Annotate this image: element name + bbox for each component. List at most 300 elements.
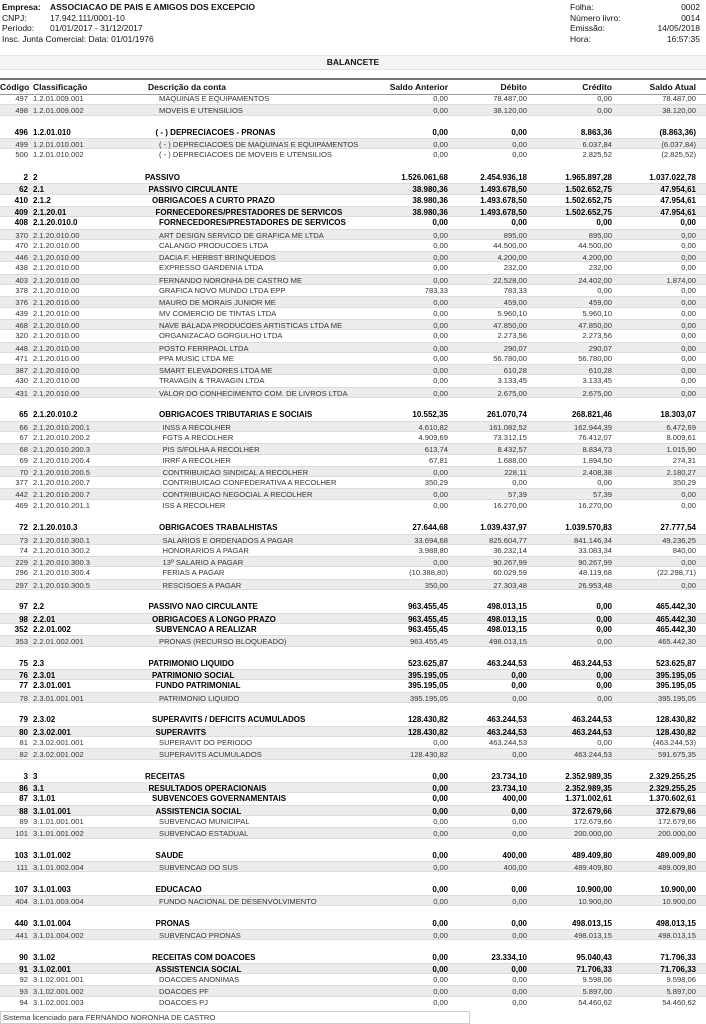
credit-value: 610,28 <box>588 366 612 376</box>
credit-value: 1.039.570,83 <box>565 523 612 533</box>
row-spacer <box>0 116 706 127</box>
table-row <box>0 364 706 375</box>
credit-value: 1.965.897,28 <box>565 173 612 183</box>
current-balance: 0,00 <box>681 240 696 250</box>
account-classification: 2.1.20.010.200.5 <box>33 467 91 477</box>
account-classification: 2.3.02.001.002 <box>33 750 84 760</box>
current-balance: 498.013,15 <box>655 918 696 928</box>
debit-value: 16.270,00 <box>493 500 527 510</box>
emissao-value: 14/05/2018 <box>657 23 700 33</box>
debit-value: 3.133,45 <box>497 376 527 386</box>
table-row <box>0 680 706 691</box>
account-description: PASSIVO CIRCULANTE <box>148 185 238 195</box>
account-code: 378 <box>15 286 28 296</box>
previous-balance: 963.455,45 <box>407 602 448 612</box>
account-code: 471 <box>15 353 28 363</box>
folha-label: Folha: <box>570 2 594 12</box>
account-description: INSS A RECOLHER <box>162 422 231 432</box>
account-code: 410 <box>14 195 28 205</box>
account-code: 79 <box>19 715 28 725</box>
previous-balance: 0,00 <box>433 737 448 747</box>
credit-value: 56.780,00 <box>578 353 612 363</box>
credit-value: 2.352.989,35 <box>565 784 612 794</box>
account-code: 376 <box>15 298 28 308</box>
account-code: 72 <box>19 523 28 533</box>
table-row <box>0 669 706 680</box>
account-classification: 2.1.20.010.200.1 <box>33 422 91 432</box>
account-description: FORNECEDORES/PRESTADORES DE SERVICOS <box>159 218 346 228</box>
previous-balance: 0,00 <box>432 952 448 962</box>
debit-value: 2.273,56 <box>497 331 527 341</box>
row-spacer <box>0 398 706 409</box>
account-classification: 2.1.20.010.00 <box>33 388 80 398</box>
debit-value: 290,07 <box>503 343 527 353</box>
emissao-label: Emissão: <box>570 23 605 33</box>
previous-balance: 67,81 <box>428 455 448 465</box>
col-classification: Classificação <box>33 82 88 92</box>
debit-value: 463.244,53 <box>486 727 527 737</box>
table-row <box>0 861 706 872</box>
account-classification: 2.1.20.010.00 <box>33 230 80 240</box>
account-classification: 2.1.20.010.300.4 <box>33 568 91 578</box>
account-code: 498 <box>15 106 28 116</box>
account-description: TRAVAGIN & TRAVAGIN LTDA <box>159 376 265 386</box>
credit-value: 47.850,00 <box>578 320 612 330</box>
account-description: ASSISTENCIA SOCIAL <box>155 964 242 974</box>
account-description: PRONAS (RECURSO BLOQUEADO) <box>159 637 287 647</box>
account-classification: 2.1.20.010.00 <box>33 343 80 353</box>
current-balance: (2.825,52) <box>661 150 696 160</box>
table-row <box>0 195 706 206</box>
table-row <box>0 567 706 578</box>
credit-value: 200.000,00 <box>573 829 612 839</box>
table-row <box>0 229 706 240</box>
row-spacer <box>0 839 706 850</box>
current-balance: 0,00 <box>680 218 696 228</box>
previous-balance: 0,00 <box>433 320 448 330</box>
current-balance: 0,00 <box>681 376 696 386</box>
credit-value: 33.083,34 <box>578 545 612 555</box>
account-classification: 1.2.01.010.002 <box>33 150 84 160</box>
credit-value: 5.960,10 <box>582 308 612 318</box>
account-code: 409 <box>14 207 28 217</box>
debit-value: 0,00 <box>512 829 527 839</box>
account-classification: 2.2 <box>33 602 45 612</box>
previous-balance: 0,00 <box>433 253 448 263</box>
table-row <box>0 466 706 477</box>
account-classification: 2.1.20.010.00 <box>33 275 80 285</box>
credit-value: 489.409,80 <box>573 863 612 873</box>
account-code: 353 <box>15 637 28 647</box>
debit-value: 2.675,00 <box>497 388 527 398</box>
account-description: OBRIGACOES TRIBUTARIAS E SOCIAIS <box>159 410 313 420</box>
table-row <box>0 827 706 838</box>
account-classification: 2.3.02 <box>33 715 56 725</box>
account-description: CALANGO PRODUCOES LTDA <box>159 240 269 250</box>
table-row <box>0 793 706 804</box>
hora-label: Hora: <box>570 33 591 44</box>
table-row <box>0 726 706 737</box>
row-spacer <box>0 703 706 714</box>
current-balance: 0,00 <box>681 286 696 296</box>
table-row <box>0 127 706 138</box>
account-description: MAQUINAS E EQUIPAMENTOS <box>159 94 270 103</box>
account-code: 94 <box>19 997 28 1007</box>
account-description: ORGANIZACAO GORGULHO LTDA <box>159 331 283 341</box>
debit-value: 0,00 <box>512 817 527 826</box>
account-code: 500 <box>15 150 28 160</box>
account-code: 77 <box>19 681 28 691</box>
previous-balance: 0,00 <box>433 829 448 839</box>
debit-value: 44.500,00 <box>493 240 527 250</box>
table-row <box>0 387 706 398</box>
debit-value: 0,00 <box>512 478 527 488</box>
previous-balance: 0,00 <box>432 806 448 816</box>
credit-value: 1.502.652,75 <box>565 195 612 205</box>
debit-value: 0,00 <box>511 918 527 928</box>
credit-value: 372.679,66 <box>571 806 612 816</box>
account-classification: 2.1.20.010.200.7 <box>33 490 91 500</box>
debit-value: 2.454.936,18 <box>480 173 527 183</box>
account-description: CONTRIBUICAO NEGOCIAL A RECOLHER <box>162 490 313 500</box>
table-row <box>0 624 706 635</box>
account-description: RESCISOES A PAGAR <box>162 580 242 590</box>
debit-value: 1.493.678,50 <box>480 207 527 217</box>
current-balance: 1.370.602,61 <box>649 794 696 804</box>
table-row <box>0 963 706 974</box>
account-code: 439 <box>15 308 28 318</box>
debit-value: 400,00 <box>503 863 527 873</box>
account-classification: 3.1.02.001 <box>33 964 71 974</box>
previous-balance: 1.526.061,68 <box>401 173 448 183</box>
debit-value: 27.303,48 <box>493 580 527 590</box>
row-spacer <box>0 872 706 883</box>
current-balance: 5.897,00 <box>666 987 696 997</box>
account-code: 297 <box>15 580 28 590</box>
credit-value: 2.352.989,35 <box>565 771 612 781</box>
current-balance: 78.487,00 <box>662 94 696 103</box>
account-description: SUPERAVITS / DEFICITS ACUMULADOS <box>152 715 306 725</box>
hora-value: 16:57:35 <box>666 33 700 44</box>
account-code: 320 <box>15 331 28 341</box>
account-code: 88 <box>19 806 28 816</box>
row-spacer <box>0 590 706 601</box>
account-classification: 2.2.01.002.001 <box>33 637 84 647</box>
account-description: SAUDE <box>155 850 184 860</box>
previous-balance: 38.980,36 <box>412 195 448 205</box>
current-balance: 1.874,00 <box>666 275 696 285</box>
credit-value: 95.040,43 <box>576 952 612 962</box>
account-code: 78 <box>19 693 28 703</box>
table-row <box>0 251 706 262</box>
debit-value: 23.334,10 <box>491 952 527 962</box>
credit-value: 0,00 <box>596 614 612 624</box>
debit-value: 459,00 <box>503 298 527 308</box>
account-classification: 2.1.20.010.2 <box>33 410 78 420</box>
current-balance: (8.863,36) <box>659 127 696 137</box>
current-balance: 465.442,30 <box>655 624 696 634</box>
table-row <box>0 477 706 488</box>
previous-balance: 128.430,82 <box>407 715 448 725</box>
account-description: PATRIMONIO LIQUIDO <box>148 658 234 668</box>
current-balance: 465.442,30 <box>655 614 696 624</box>
account-description: CONTRIBUICAO CONFEDERATIVA A RECOLHER <box>162 478 337 488</box>
table-row <box>0 895 706 906</box>
account-description: MV COMERCIO DE TINTAS LTDA <box>159 308 277 318</box>
account-description: 13º SALARIO A PAGAR <box>162 558 244 568</box>
debit-value: 498.013,15 <box>486 602 527 612</box>
previous-balance: 0,00 <box>433 376 448 386</box>
previous-balance: 963.455,45 <box>409 637 448 647</box>
credit-value: 1.371.002,61 <box>565 794 612 804</box>
account-description: MOVEIS E UTENSILIOS <box>159 106 243 116</box>
account-description: PATRIMONIO SOCIAL <box>152 671 235 681</box>
row-spacer <box>0 906 706 917</box>
account-description: NAVE BALADA PRODUCOES ARTISTICAS LTDA ME <box>159 320 343 330</box>
current-balance: 172.679,66 <box>657 817 696 826</box>
table-row <box>0 285 706 296</box>
account-code: 65 <box>19 410 28 420</box>
account-classification: 2.1.20.010.00 <box>33 286 80 296</box>
previous-balance: 0,00 <box>433 975 448 985</box>
previous-balance: 0,00 <box>433 930 448 940</box>
current-balance: 47.954,61 <box>660 185 696 195</box>
account-description: PPA MUSIC LTDA ME <box>159 353 234 363</box>
account-description: SUBVENCAO A REALIZAR <box>155 624 257 634</box>
table-row <box>0 737 706 748</box>
account-description: MAURO DE MORAIS JUNIOR ME <box>159 298 276 308</box>
account-description: ART DESIGN SERVICO DE GRAFICA ME LTDA <box>159 230 324 240</box>
debit-value: 783,33 <box>503 286 527 296</box>
current-balance: (6.037,84) <box>661 140 696 150</box>
credit-value: 0,00 <box>597 94 612 103</box>
table-row <box>0 850 706 861</box>
table-row <box>0 952 706 963</box>
account-classification: 2.1.20.010.200.4 <box>33 455 91 465</box>
table-row <box>0 748 706 759</box>
current-balance: 489.009,80 <box>657 863 696 873</box>
credit-value: 0,00 <box>596 681 612 691</box>
account-classification: 3.1.01.001 <box>33 806 71 816</box>
current-balance: 395.195,05 <box>655 671 696 681</box>
previous-balance: 0,00 <box>433 467 448 477</box>
debit-value: 36.232,14 <box>493 545 527 555</box>
credit-value: 0,00 <box>597 737 612 747</box>
debit-value: 400,00 <box>502 850 527 860</box>
account-code: 92 <box>19 975 28 985</box>
table-row <box>0 997 706 1008</box>
account-code: 70 <box>19 467 28 477</box>
debit-value: 8.432,57 <box>497 445 527 455</box>
account-description: CONTRIBUICAO SINDICAL A RECOLHER <box>162 467 309 477</box>
table-row <box>0 884 706 895</box>
credit-value: 9.598,06 <box>582 975 612 985</box>
account-classification: 2.3.01.001 <box>33 681 71 691</box>
debit-value: 0,00 <box>512 997 527 1007</box>
account-description: SALARIOS E ORDENADOS A PAGAR <box>162 535 294 545</box>
debit-value: 56.780,00 <box>493 353 527 363</box>
account-classification: 2.1.20.010.00 <box>33 376 80 386</box>
debit-value: 825.604,77 <box>488 535 527 545</box>
debit-value: 498.013,15 <box>486 614 527 624</box>
table-row <box>0 432 706 443</box>
table-row <box>0 183 706 194</box>
account-code: 497 <box>15 94 28 103</box>
credit-value: 0,00 <box>597 286 612 296</box>
previous-balance: 0,00 <box>433 558 448 568</box>
account-code: 66 <box>19 422 28 432</box>
account-classification: 3.1 <box>33 784 45 794</box>
account-description: SUBVENCAO ESTADUAL <box>159 829 249 839</box>
previous-balance: 0,00 <box>433 997 448 1007</box>
previous-balance: 395.195,05 <box>407 671 448 681</box>
previous-balance: 4.909,69 <box>418 432 448 442</box>
row-spacer <box>0 511 706 522</box>
account-code: 62 <box>19 185 28 195</box>
previous-balance: 0,00 <box>432 964 448 974</box>
account-description: GRAFICA NOVO MUNDO LTDA EPP <box>159 286 286 296</box>
account-classification: 3.1.01 <box>33 794 56 804</box>
current-balance: 54.460,62 <box>662 997 696 1007</box>
account-code: 75 <box>19 658 28 668</box>
credit-value: 498.013,15 <box>573 930 612 940</box>
previous-balance: 963.455,45 <box>407 624 448 634</box>
table-row <box>0 93 706 104</box>
account-classification: 2.1.20.010.0 <box>33 218 78 228</box>
current-balance: 350,29 <box>672 478 696 488</box>
debit-value: 0,00 <box>512 750 527 760</box>
current-balance: 1.015,90 <box>666 445 696 455</box>
account-description: PIS S/FOLHA A RECOLHER <box>162 445 260 455</box>
account-description: DACIA F. HERBST BRINQUEDOS <box>159 253 276 263</box>
account-description: SUBVENCAO DO SUS <box>159 863 238 873</box>
account-classification: 2.1.20.010.200.3 <box>33 445 91 455</box>
table-row <box>0 262 706 273</box>
account-classification: 2.1.20.010.00 <box>33 366 80 376</box>
previous-balance: 0,00 <box>432 218 448 228</box>
account-description: SUBVENCOES GOVERNAMENTAIS <box>152 794 287 804</box>
table-row <box>0 816 706 827</box>
col-current-balance: Saldo Atual <box>649 82 696 92</box>
current-balance: 465.442,30 <box>657 637 696 647</box>
account-code: 370 <box>15 230 28 240</box>
account-classification: 2.1.20.010.201.1 <box>33 500 91 510</box>
debit-value: 0,00 <box>511 127 527 137</box>
previous-balance: 38.980,36 <box>412 207 448 217</box>
current-balance: 0,00 <box>681 320 696 330</box>
previous-balance: 4.610,82 <box>418 422 448 432</box>
credit-value: 3.133,45 <box>582 376 612 386</box>
table-row <box>0 104 706 115</box>
account-description: POSTO FERRPAOL LTDA <box>159 343 249 353</box>
account-code: 469 <box>15 500 28 510</box>
previous-balance: 523.625,87 <box>407 658 448 668</box>
debit-value: 23.734,10 <box>491 771 527 781</box>
table-row <box>0 635 706 646</box>
table-row <box>0 330 706 341</box>
credit-value: 841.146,34 <box>573 535 612 545</box>
account-classification: 2.1.20.010.00 <box>33 308 80 318</box>
debit-value: 232,00 <box>503 263 527 273</box>
account-code: 446 <box>15 253 28 263</box>
table-row <box>0 601 706 612</box>
row-spacer <box>0 161 706 172</box>
previous-balance: 0,00 <box>433 150 448 160</box>
credit-value: 463.244,53 <box>571 715 612 725</box>
current-balance: 10.900,00 <box>660 884 696 894</box>
previous-balance: 0,00 <box>433 240 448 250</box>
previous-balance: 0,00 <box>433 263 448 273</box>
table-row <box>0 985 706 996</box>
account-classification: 3.1.01.001.002 <box>33 829 84 839</box>
credit-value: 8.863,36 <box>580 127 612 137</box>
account-classification: 2.1.20.010.300.2 <box>33 545 91 555</box>
credit-value: 290,07 <box>588 343 612 353</box>
account-description: DOACOES ANONIMAS <box>159 975 240 985</box>
account-description: EXPRESSO GARDENIA LTDA <box>159 263 264 273</box>
account-code: 111 <box>16 863 28 873</box>
account-description: EDUCACAO <box>155 884 202 894</box>
empresa-label: Empresa: <box>2 2 41 12</box>
account-code: 98 <box>19 614 28 624</box>
credit-value: 8.834,73 <box>582 445 612 455</box>
current-balance: 465.442,30 <box>655 602 696 612</box>
credit-value: 2.408,38 <box>582 467 612 477</box>
table-row <box>0 319 706 330</box>
table-row <box>0 714 706 725</box>
account-classification: 2.1.20.01 <box>33 207 67 217</box>
account-code: 403 <box>15 275 28 285</box>
credit-value: 5.897,00 <box>582 987 612 997</box>
periodo-value: 01/01/2017 - 31/12/2017 <box>50 23 143 33</box>
credit-value: 1.894,50 <box>582 455 612 465</box>
current-balance: 0,00 <box>681 263 696 273</box>
account-classification: 2.1.2 <box>33 195 51 205</box>
debit-value: 498.013,15 <box>486 624 527 634</box>
account-code: 470 <box>15 240 28 250</box>
previous-balance: 395.195,05 <box>407 681 448 691</box>
credit-value: 232,00 <box>588 263 612 273</box>
current-balance: 71.706,33 <box>660 952 696 962</box>
previous-balance: 128.430,82 <box>407 727 448 737</box>
current-balance: 0,00 <box>681 343 696 353</box>
credit-value: 44.500,00 <box>578 240 612 250</box>
current-balance: 0,00 <box>681 308 696 318</box>
account-description: PRONAS <box>155 918 190 928</box>
credit-value: 498.013,15 <box>571 918 612 928</box>
account-code: 67 <box>19 432 28 442</box>
debit-value: 38.120,00 <box>493 106 527 116</box>
account-description: DOACOES PJ <box>159 997 208 1007</box>
credit-value: 0,00 <box>596 624 612 634</box>
account-description: ASSISTENCIA SOCIAL <box>155 806 242 816</box>
account-classification: 1.2.01.009.001 <box>33 94 84 103</box>
previous-balance: 0,00 <box>433 897 448 907</box>
table-row <box>0 658 706 669</box>
account-classification: 3 <box>33 771 38 781</box>
debit-value: 4.200,00 <box>497 253 527 263</box>
previous-balance: 0,00 <box>433 817 448 826</box>
account-code: 438 <box>15 263 28 273</box>
account-description: SUPERAVITS ACUMULADOS <box>159 750 262 760</box>
current-balance: 0,00 <box>681 253 696 263</box>
account-code: 91 <box>19 964 28 974</box>
previous-balance: 3.988,80 <box>418 545 448 555</box>
credit-value: 162.944,39 <box>573 422 612 432</box>
table-row <box>0 206 706 217</box>
credit-value: 4.200,00 <box>582 253 612 263</box>
debit-value: 0,00 <box>512 975 527 985</box>
